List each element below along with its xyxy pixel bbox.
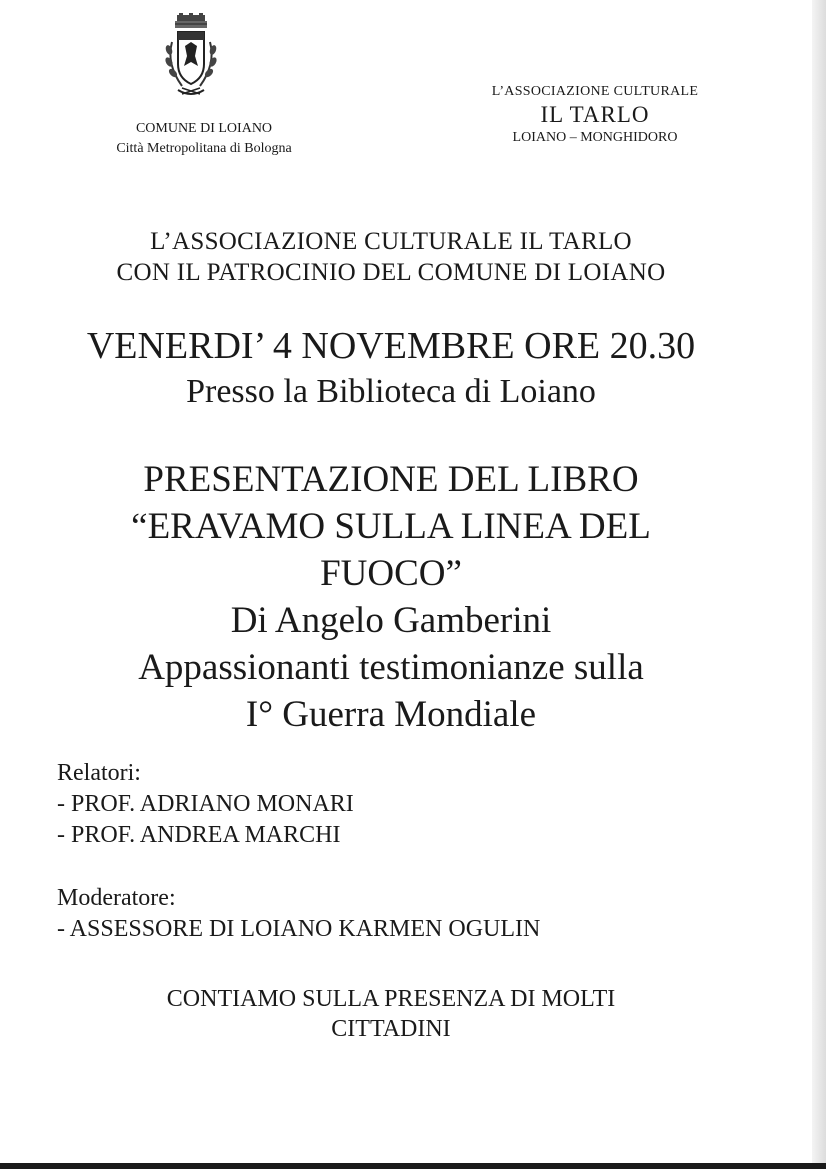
- book-heading: PRESENTAZIONE DEL LIBRO: [143, 459, 639, 500]
- book-title-line-2: FUOCO”: [320, 553, 462, 594]
- page-edge-shadow: [812, 0, 826, 1169]
- moderator-block: [57, 883, 540, 945]
- loiano-coat-of-arms-icon: [158, 12, 224, 102]
- association-places: LOIANO – MONGHIDORO: [512, 130, 678, 145]
- intro-block: [0, 226, 782, 288]
- book-title-line-1: “ERAVAMO SULLA LINEA DEL: [131, 506, 651, 547]
- moderator-label: Moderatore:: [57, 885, 176, 911]
- closing-line-2: CITTADINI: [331, 1016, 451, 1042]
- comune-header: [84, 119, 324, 159]
- closing-block: [0, 984, 782, 1044]
- moderator-name: - ASSESSORE DI LOIANO KARMEN OGULIN: [57, 916, 541, 942]
- association-header: [460, 82, 730, 148]
- event-place: Presso la Biblioteca di Loiano: [186, 373, 596, 410]
- intro-line-2: CON IL PATROCINIO DEL COMUNE DI LOIANO: [116, 259, 666, 286]
- book-description-line-1: Appassionanti testimonianze sulla: [138, 647, 644, 688]
- association-name: IL TARLO: [540, 102, 650, 127]
- closing-line-1: CONTIAMO SULLA PRESENZA DI MOLTI: [166, 986, 616, 1012]
- book-description-line-2: I° Guerra Mondiale: [245, 694, 537, 735]
- book-author: Di Angelo Gamberini: [230, 600, 552, 641]
- comune-name: COMUNE DI LOIANO: [135, 121, 273, 136]
- speaker-item: - PROF. ADRIANO MONARI: [57, 791, 354, 817]
- intro-line-1: L’ASSOCIAZIONE CULTURALE IL TARLO: [150, 228, 632, 255]
- association-label: L’ASSOCIAZIONE CULTURALE: [491, 84, 699, 99]
- speakers-label: Relatori:: [57, 760, 141, 786]
- speaker-item: - PROF. ANDREA MARCHI: [57, 822, 341, 848]
- comune-subtitle: Città Metropolitana di Bologna: [116, 141, 292, 156]
- event-date: VENERDI’ 4 NOVEMBRE ORE 20.30: [86, 325, 696, 367]
- page-bottom-edge: [0, 1163, 826, 1169]
- speakers-block: [57, 758, 354, 851]
- book-block: [0, 456, 782, 738]
